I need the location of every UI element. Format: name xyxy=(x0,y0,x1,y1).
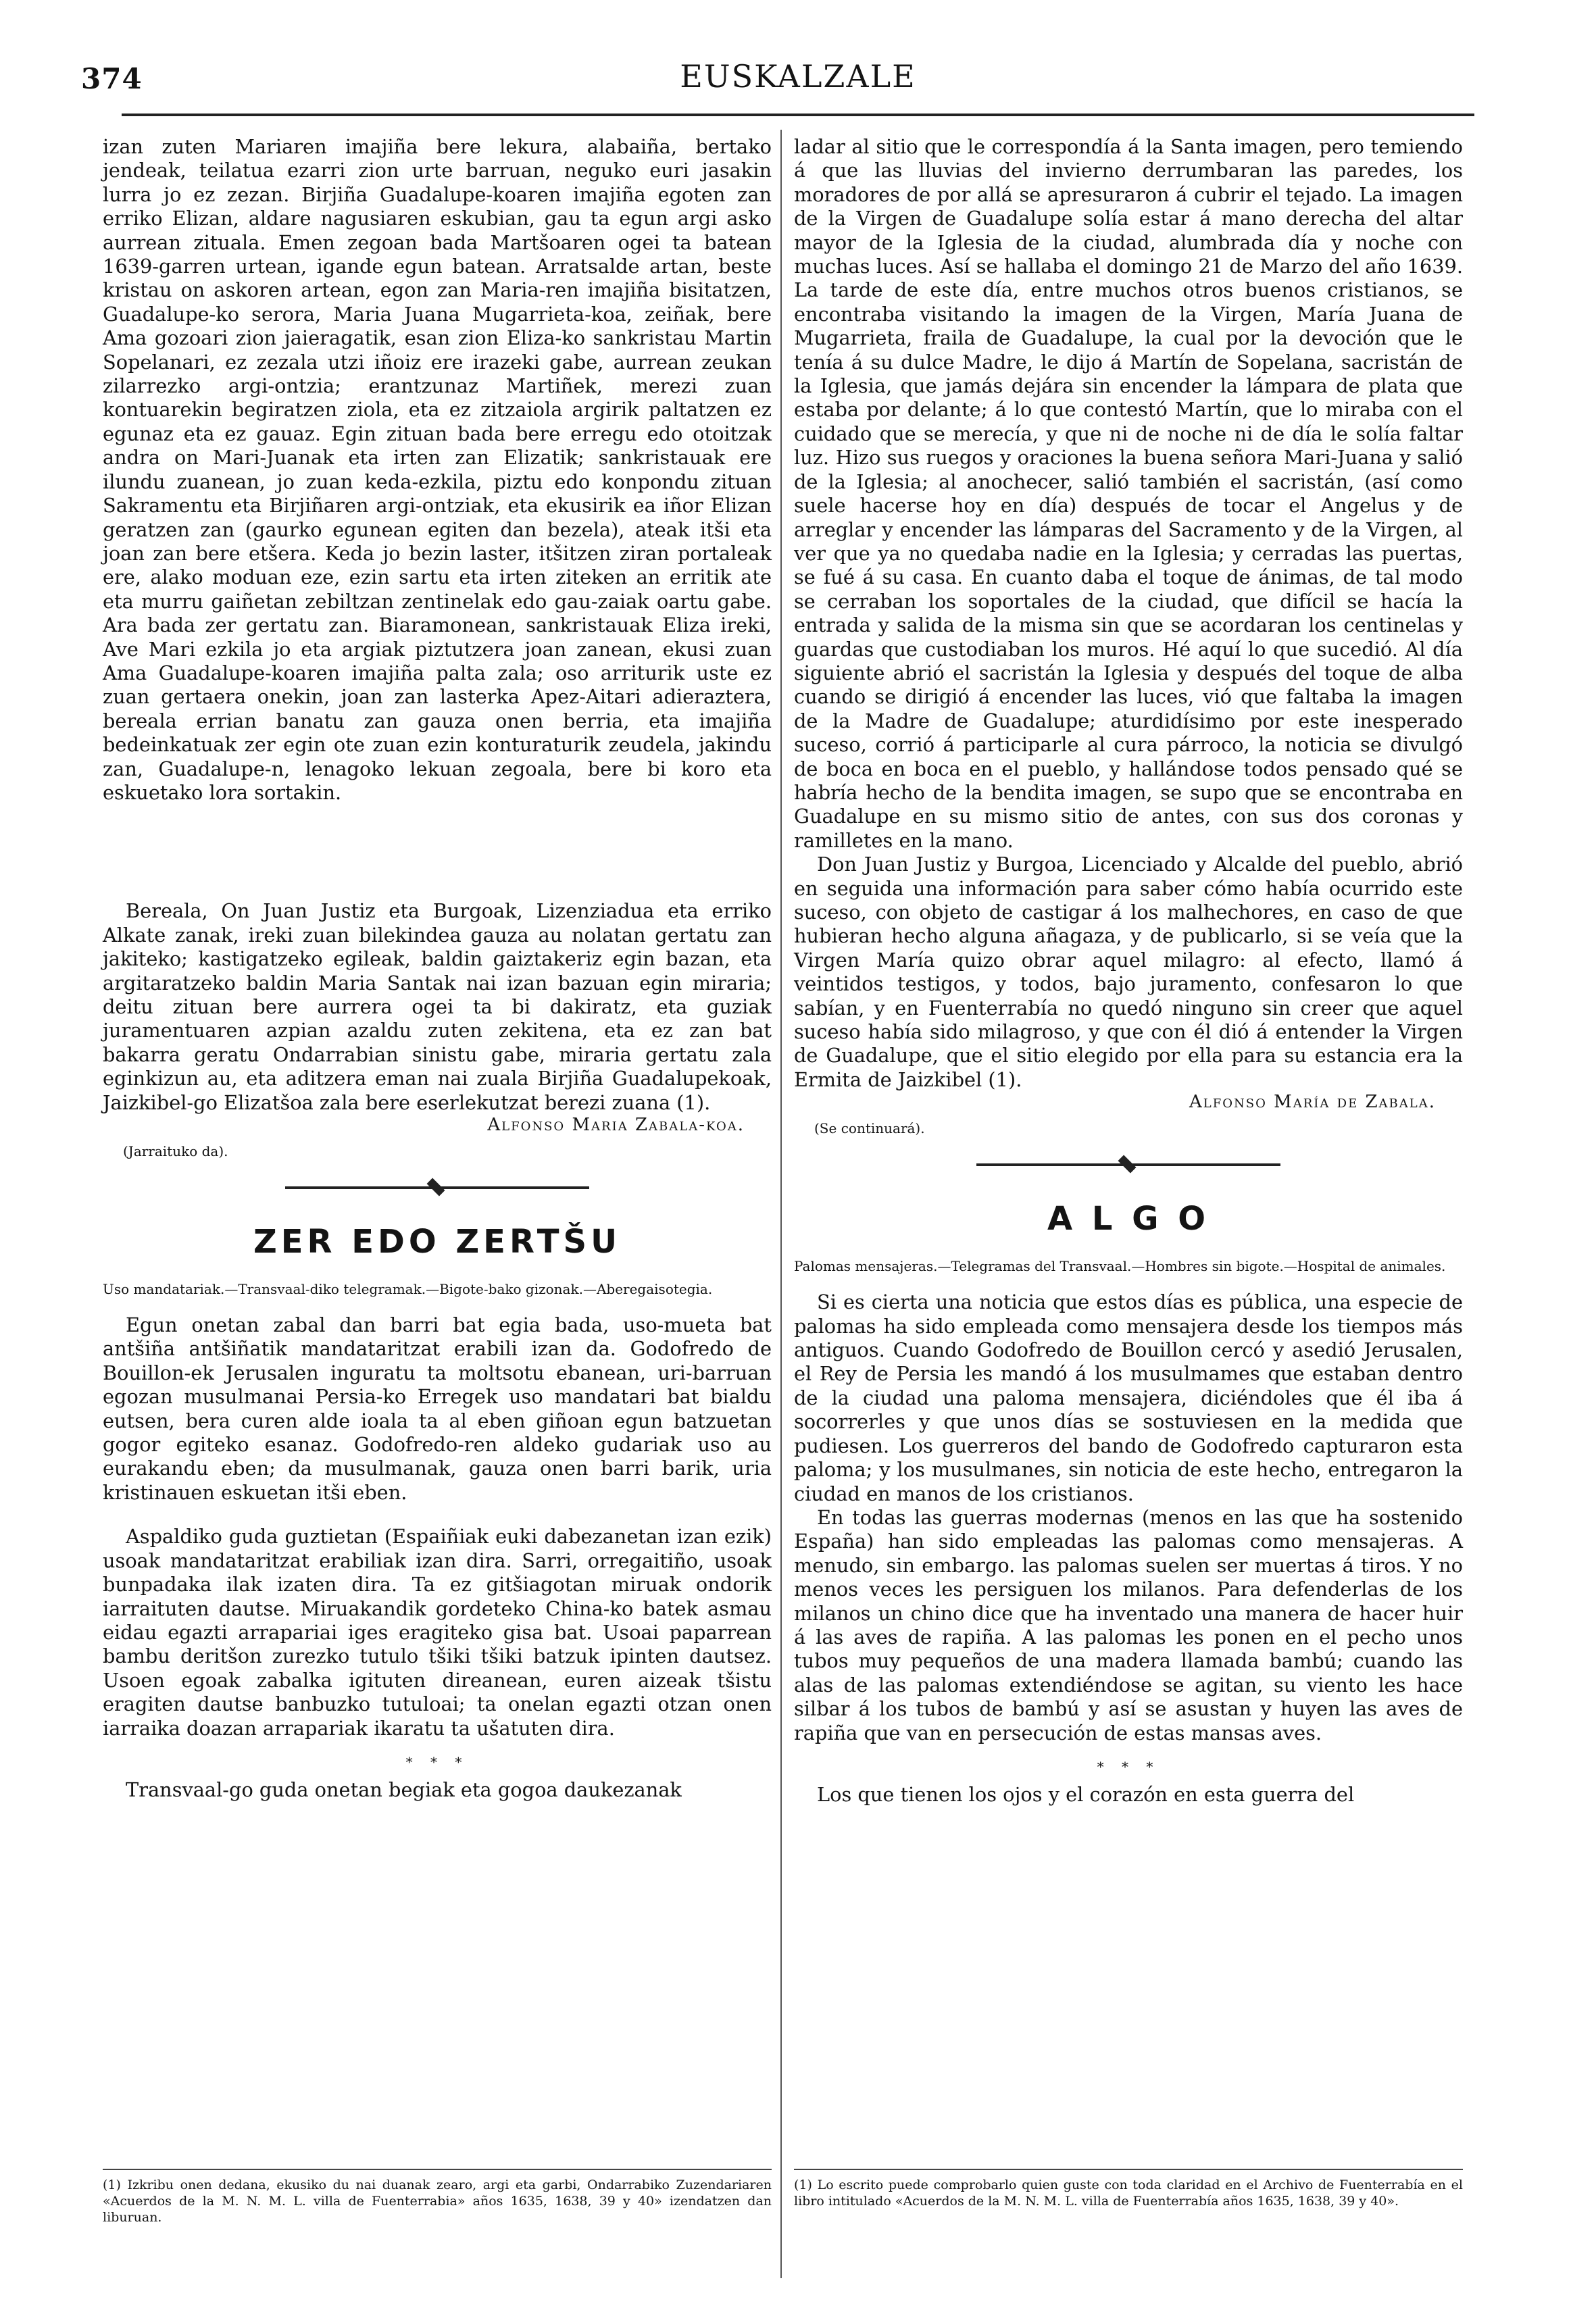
right-article1-paragraph-2: Don Juan Justiz y Burgoa, Licenciado y Alcalde del pueblo, abrió en seguida una información para saber cómo había ocurrido este suceso, con objeto de castigar á los malhechores, en caso de que hubieran hecho alguna añagaza, y de publicarlo, si se veía que la Virgen María quizo obrar aquel milagro: al efecto, llamó á veintidos testigos, y todos, bajo juramento, confesaron lo que sabían, y en Fuenterrabía no quedó ninguno sin creer que aquel suceso había sido milagroso, y que con él dió á entender la Virgen de Guadalupe, que el sitio elegido por ella para su estancia era la Ermita de Jaizkibel (1). xyxy=(794,853,1463,1091)
right-ornament xyxy=(794,1146,1463,1186)
left-continuation: (Jarraituko da). xyxy=(123,1143,228,1160)
journal-title: EUSKALZALE xyxy=(680,58,916,95)
right-continuation: (Se continuará). xyxy=(814,1120,925,1137)
left-footnote: (1) Izkribu onen dedana, ekusiko du nai duanak zearo, argi eta garbi, Ondarrabiko Zuzendariaren «Acuerdos de la M. N. M. L. villa de Fuenterrabia» años 1635, 1638, 39 y 40» izendatzen dan liburuan. xyxy=(103,2178,772,2225)
right-footnote: (1) Lo escrito puede comprobarlo quien guste con toda claridad en el Archivo de Fuenterrabía en el libro intitulado «Acuerdos de la M. N. M. L. villa de Fuenterrabía años 1635, 1638, 39 y 40». xyxy=(794,2178,1463,2209)
right-signature-row xyxy=(794,1092,1463,1146)
header-rule xyxy=(122,114,1474,116)
right-signature: Alfonso María de Zabala. xyxy=(1189,1092,1436,1113)
left-column xyxy=(103,135,772,1802)
left-section-stars: * * * xyxy=(405,1753,469,1770)
right-article1-paragraph-1: ladar al sitio que le correspondía á la Santa imagen, pero temiendo á que las lluvias del invierno derrumbaran las paredes, los moradores de por allá se apresuraron á cubrir el tejado. La imagen de la Virgen de Guadalupe solía estar á mano derecha del altar mayor de la Iglesia de la ciudad, alumbrada día y noche con muchas luces. Así se hallaba el domingo 21 de Marzo del año 1639. La tarde de este día, entre muchos otros buenos cristianos, se encontraba visitando la imagen de la Virgen, María Juana de Mugarrieta, fraila de Guadalupe, la cual por la devoción que le tenía á su dulce Madre, le dijo á Martín de Sopelana, sacristán de la Iglesia, que jamás dejára sin encender la lámpara de plata que estaba por delante; á lo que contestó Martín, que lo miraba con el cuidado que se merecía, y que ni de noche ni de día le solía faltar luz. Hizo sus ruegos y oraciones la buena señora Mari-Juana y salió de la Iglesia; al anochecer, salió también el sacristán, (así como suele hacerse hoy en día) después de tocar el Angelus y de arreglar y encender las lámparas del Sacramento y de la Virgen, al ver que ya no quedaba nadie en la Iglesia; y cerradas las puertas, se fué á su casa. En cuanto daba el toque de ánimas, de tal modo se cerraban los soportales de la ciudad, que difícil se hacía la entrada y salida de la misma sin que se acordaran los centinelas y guardas que custodiaban los muros. Hé aquí lo que sucedió. Al día siguiente abrió el sacristán la Iglesia y después del toque de alba cuando se dirigió á encender las luces, vió que faltaba la imagen de la Madre de Guadalupe; aturdidísimo por este inesperado suceso, corrió á participarle al cura párroco, la noticia se divulgó de boca en boca en el pueblo, y hallándose todos pensado qué se habría hecho de la bendita imagen, se supo que se encontraba en Guadalupe en su mismo sitio de antes, con sus dos coronas y ramilletes en la mano. xyxy=(794,135,1463,852)
left-ornament xyxy=(103,1169,772,1209)
left-article2-paragraph-2: Aspaldiko guda guztietan (Espaiñiak euki dabezanetan izan ezik) usoak mandataritzat erabiliak izan dira. Sarri, orregaitiño, usoak bunpadaka ilak izaten dira. Ta ez gitšiagotan miruak ondorik iarraituten dautse. Miruakandik gordeteko China-ko batek asmau eidau egazti arrapariai iges eragiteko gisa bat. Usoai paparrean bambu deritšon zurezko tutulo tšiki tšiki batzuk ipinten dautsez. Usoen egoak zabalka igituten direanean, euren aizeak tšistu eragiten dautse banbuzko tutuloai; ta onelan egazti otzan onen iarraika doazan arrapariak ikaratu ta ušatuten dira. xyxy=(103,1525,772,1740)
right-article2-paragraph-1: Si es cierta una noticia que estos días es pública, una especie de palomas ha sido empleada como mensajera desde los tiempos más antiguos. Cuando Godofredo de Bouillon cercó y asedió Jerusalen, el Rey de Persia les mandó á los musulmames que estaban dentro de la ciudad una paloma mensajera, diciéndoles que él iba á socorrerles y que unos días se sostuviesen en la medida que pudiesen. Los guerreros del bando de Godofredo capturaron esta paloma; y los musulmanes, sin noticia de este hecho, entregaron la ciudad en manos de los cristianos. xyxy=(794,1290,1463,1505)
left-footnote-rule xyxy=(103,2169,772,2170)
right-article2-summary: Palomas mensajeras.—Telegramas del Transvaal.—Hombres sin bigote.—Hospital de animales. xyxy=(794,1258,1446,1275)
column-divider xyxy=(780,130,782,2278)
left-signature: Alfonso Maria Zabala-koa. xyxy=(487,1115,745,1136)
left-article2-paragraph-1: Egun onetan zabal dan barri bat egia bada, uso-mueta bat antšiña antšiñatik mandataritzat erabili izan da. Godofredo de Bouillon-ek Jerusalen inguratu ta moltsotu ebanean, uri-barruan egozan musulmanai Persia-ko Erregek uso mandatari bat bialdu eutsen, bera curen alde ioala ta al eben giñoan egun batzuetan gogor egiteko esanaz. Godofredo-ren aldeko gudariak uso au eurakandu eben; da musulmanak, gauza onen barri barik, uria kristinauen eskuetan itši eben. xyxy=(103,1313,772,1504)
page-number: 374 xyxy=(81,62,143,95)
right-column xyxy=(794,135,1463,1807)
right-section-stars: * * * xyxy=(1097,1758,1160,1775)
left-article2-paragraph-3: Transvaal-go guda onetan begiak eta gogoa daukezanak xyxy=(126,1778,682,1801)
left-article2-summary: Uso mandatariak.—Transvaal-diko telegramak.—Bigote-bako gizonak.—Aberegaisotegia. xyxy=(103,1281,713,1298)
left-article2-title: ZER EDO ZERTŠU xyxy=(253,1223,622,1261)
left-article1-paragraph-2: Bereala, On Juan Justiz eta Burgoak, Lizenziadua eta erriko Alkate zanak, ireki zuan bilekindea gauza au nolatan gertatu zan jakiteko; kastigatzeko egileak, baldin gaiztakeriz egin bazan, eta argitaratzeko baldin Maria Santak nai izan bazuan egin miraria; deitu zituan bere aurrera ogei ta bi dakiratz, eta guziak juramentuaren azpian azaldu zuten zekitena, eta ez zan bat bakarra geratu Ondarrabian sinistu gabe, miraria gertatu zala eginkizun au, eta aditzera eman nai zuala Birjiña Guadalupekoak, Jaizkibel-go Elizatšoa zala bere eserlekutzat berezi zuana (1). xyxy=(103,899,772,1114)
left-article1-paragraph-1: izan zuten Mariaren imajiña bere lekura, alabaiña, bertako jendeak, teilatua ezarri zion urte barruan, neguko euri jasakin lurra jo ez zezan. Birjiña Guadalupe-koaren imajiña egoten zan erriko Elizan, aldare nagusiaren eskubian, gau ta egun argi asko aurrean zituala. Emen zegoan bada Martšoaren ogei ta batean 1639-garren urtean, igande egun batean. Arratsalde artan, beste kristau on askoren artean, egon zan Maria-ren imajiña bisitatzen, Guadalupe-ko serora, Maria Juana Mugarrieta-koa, zeiñak, bere Ama gozoari zion jaieragatik, esan zion Eliza-ko sankristau Martin Sopelanari, ez zezala utzi iñoiz ere irazeki gabe, aurrean zeukan zilarrezko argi-ontzia; erantzunaz Martiñek, merezi zuan kontuarekin begiratzen ziola, eta ez zitzaiola argirik paltatzen ez egunaz eta ez gauaz. Egin zituan bada bere erregu edo otoitzak andra on Mari-Juanak eta irten zan Elizatik; sankristauak ere ilundu zuanean, jo zuan keda-ezkila, piztu edo konpondu zituan Sakramentu eta Birjiñaren argi-ontziak, eta ekusirik ea iñor Elizan geratzen zan (gaurko egunean egiten dan bezela), ateak itši eta joan zan bere etšera. Keda jo bezin laster, itšitzen ziran portaleak ere, alako moduan eze, ezin sartu eta irten ziteken an erritik ate eta murru gaiñetan zebiltzan zentinelak edo gau-zaiak oartu gabe. Ara bada zer gertatu zan. Biaramonean, sankristauak Eliza ireki, Ave Mari ezkila jo eta argiak piztutzera joan zanean, ekusi zuan Ama Guadalupe-koaren imajiña palta zala; oso arriturik uste ez zuan gertaera onekin, joan zan lasterka Apez-Aitari adieraztera, bereala errian banatu zan gauza onen berria, eta imajiña bedeinkatuak zer egin ote zuan ezin konturaturik zeudela, jakindu zan, Guadalupe-n, lenagoko lekuan zegoala, bere bi koro eta eskuetako lora sortakin. xyxy=(103,135,772,804)
right-article2-title: A L G O xyxy=(1047,1200,1210,1238)
left-signature-row xyxy=(103,1115,772,1169)
right-footnote-rule xyxy=(794,2169,1463,2170)
right-article2-paragraph-2: En todas las guerras modernas (menos en las que ha sostenido España) han sido empleadas las palomas como mensajeras. A menudo, sin embargo. las palomas suelen ser muertas á tiros. Y no menos veces les persiguen los milanos. Para defenderlas de los milanos un chino dice que ha inventado una manera de hacer huir á las aves de rapiña. A las palomas les ponen en el pecho unos tubos muy pequeños de una madera llamada bambú; cuando las alas de las palomas extendiéndose se agitan, su viento les hace silbar á los tubos de bambú y así se asustan y huyen las aves de rapiña que van en persecución de estas mansas aves. xyxy=(794,1505,1463,1744)
right-article2-paragraph-3: Los que tienen los ojos y el corazón en esta guerra del xyxy=(817,1782,1355,1806)
